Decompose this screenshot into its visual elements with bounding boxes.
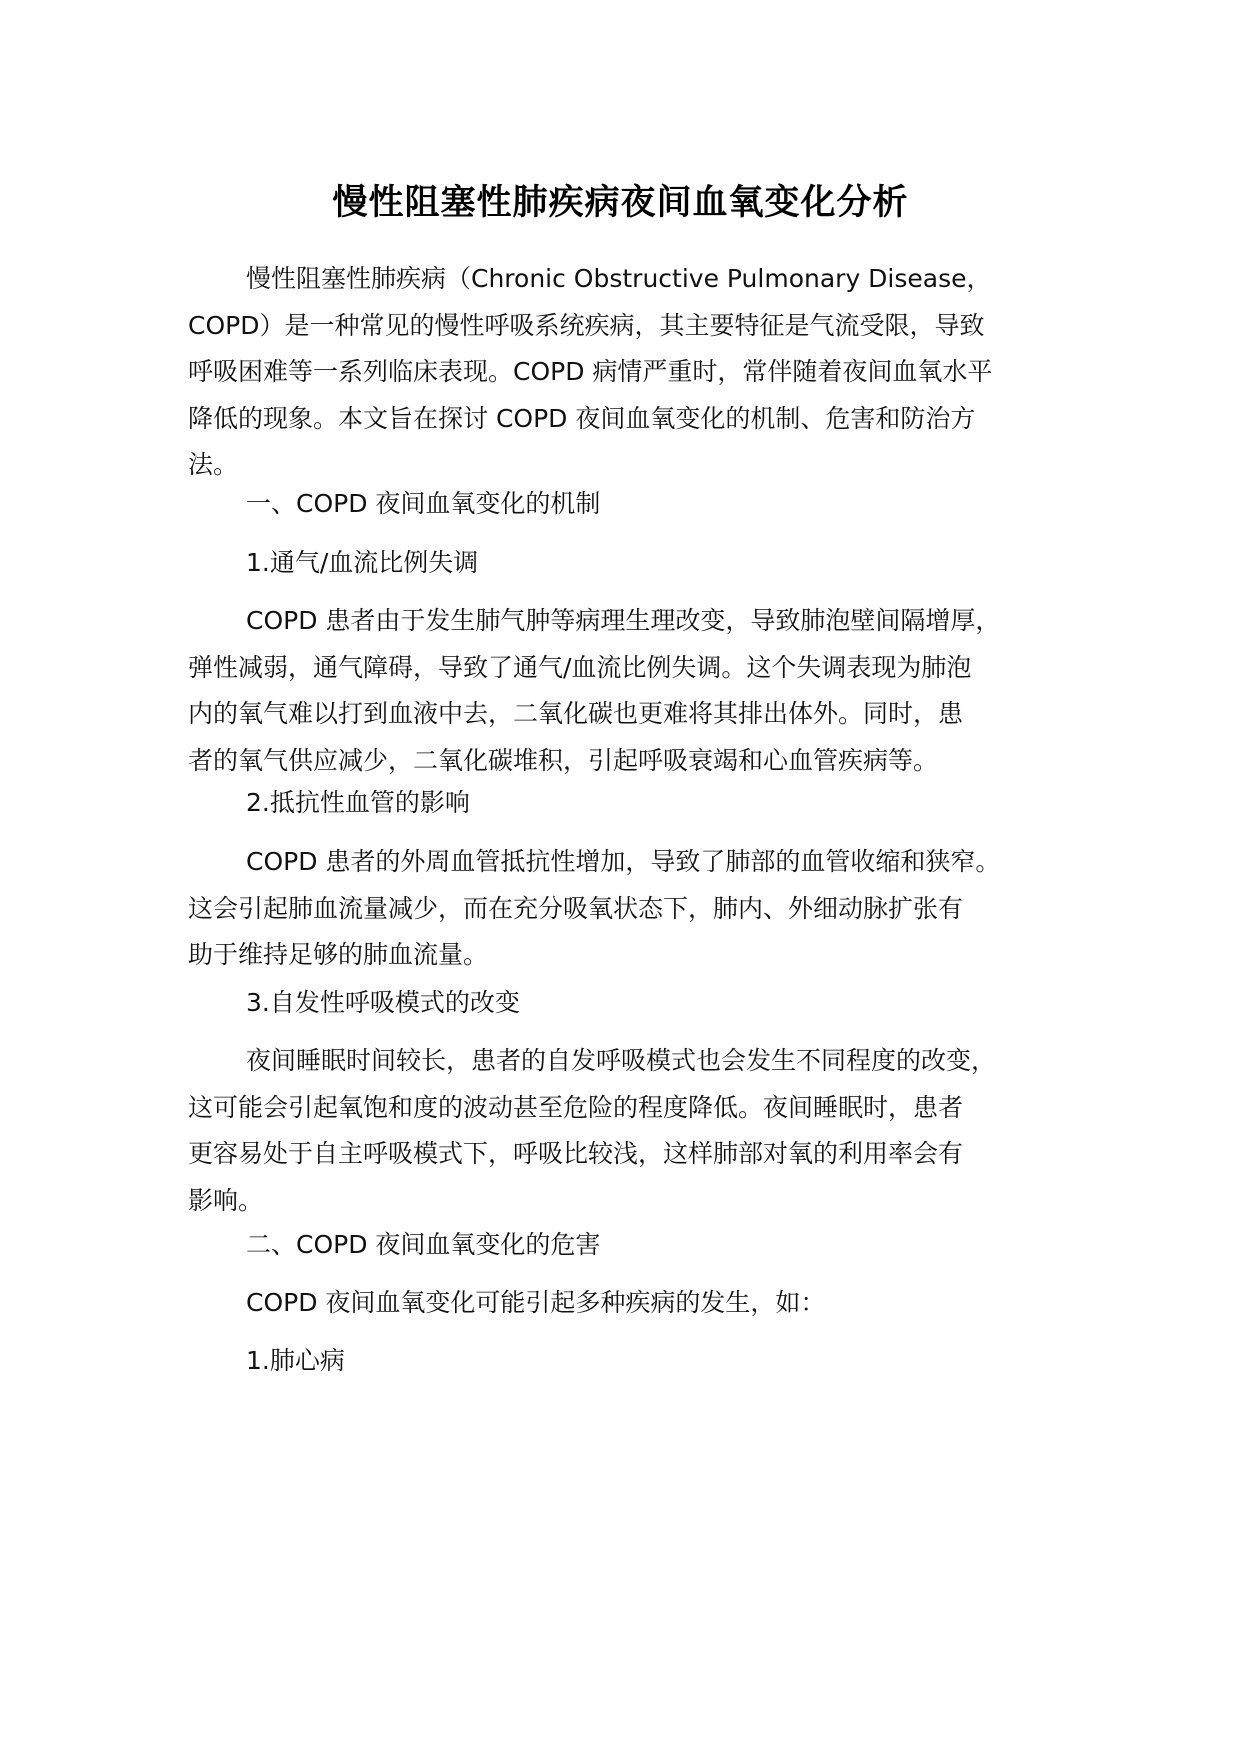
sub2-paragraph [188, 839, 1068, 979]
sub1-line: 者的氧气供应减少，二氧化碳堆积，引起呼吸衰竭和心血管疾病等。 [188, 745, 939, 775]
sub1-line: 内的氧气难以打到血液中去，二氧化碳也更难将其排出体外。同时，患 [188, 699, 964, 728]
sub1-line: COPD 患者由于发生肺气肿等病理生理改变，导致肺泡壁间隔增厚， [246, 606, 1001, 635]
sub1-line: 弹性减弱，通气障碍，导致了通气/血流比例失调。这个失调表现为肺泡 [188, 652, 972, 682]
sub1-paragraph [188, 598, 1068, 784]
sub3-line: 更容易处于自主呼吸模式下，呼吸比较浅，这样肺部对氧的利用率会有 [188, 1139, 964, 1168]
sub3-line: 这可能会引起氧饱和度的波动甚至危险的程度降低。夜间睡眠时，患者 [188, 1092, 964, 1122]
sub3-heading-block [188, 980, 1068, 1027]
section2-heading-block [188, 1222, 1068, 1269]
sub3-paragraph [188, 1038, 1068, 1224]
harm1-heading-block [188, 1338, 1068, 1385]
sub2-heading: 2.抵抗性血管的影响 [246, 788, 470, 817]
intro-paragraph [188, 256, 1068, 489]
intro-line: 慢性阻塞性肺疾病（Chronic Obstructive Pulmonary Disease， [246, 264, 992, 293]
document-title: 慢性阻塞性肺疾病夜间血氧变化分析 [332, 183, 909, 223]
intro-line: 法。 [188, 450, 239, 479]
sub3-line: 影响。 [188, 1185, 264, 1215]
sub2-line: 这会引起肺血流量减少，而在充分吸氧状态下，肺内、外细动脉扩张有 [188, 893, 964, 923]
intro-line: 降低的现象。本文旨在探讨 COPD 夜间血氧变化的机制、危害和防治方 [188, 403, 976, 433]
sub2-line: 助于维持足够的肺血流量。 [188, 940, 489, 969]
harm1-heading: 1.肺心病 [246, 1346, 345, 1375]
section2-heading: 二、COPD 夜间血氧变化的危害 [246, 1230, 601, 1259]
section2-intro-block [188, 1280, 1068, 1327]
sub2-heading-block [188, 780, 1068, 827]
sub1-heading: 1.通气/血流比例失调 [246, 548, 479, 577]
section1-heading-block [188, 481, 1068, 528]
sub3-heading: 3.自发性呼吸模式的改变 [246, 988, 520, 1017]
sub2-line: COPD 患者的外周血管抵抗性增加，导致了肺部的血管收缩和狭窄。 [246, 847, 1001, 876]
intro-line: COPD）是一种常见的慢性呼吸系统疾病，其主要特征是气流受限，导致 [188, 310, 985, 340]
sub1-heading-block [188, 540, 1068, 587]
sub3-line: 夜间睡眠时间较长，患者的自发呼吸模式也会发生不同程度的改变， [246, 1046, 997, 1075]
section2-intro: COPD 夜间血氧变化可能引起多种疾病的发生，如： [246, 1288, 826, 1317]
section1-heading: 一、COPD 夜间血氧变化的机制 [246, 489, 601, 518]
intro-line: 呼吸困难等一系列临床表现。COPD 病情严重时，常伴随着夜间血氧水平 [188, 357, 993, 386]
